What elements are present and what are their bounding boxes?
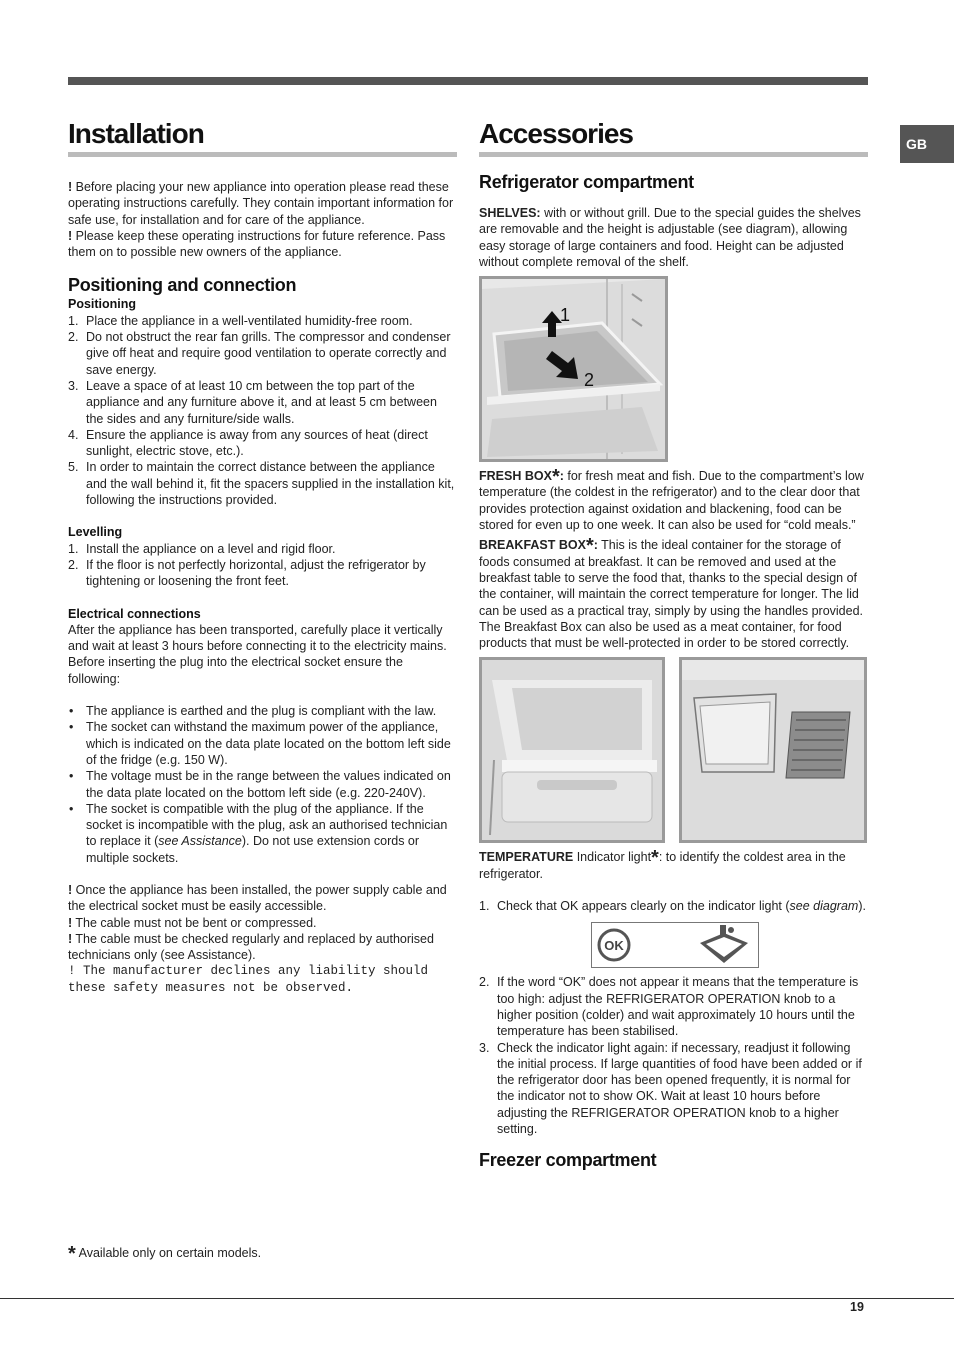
- levelling-heading: Levelling: [68, 525, 123, 540]
- freezer-section-title: Freezer compartment: [479, 1150, 657, 1171]
- electrical-checklist: [68, 703, 457, 866]
- liability-disclaimer: ! The manufacturer declines any liability should these safety measures not be observed.: [68, 964, 429, 995]
- warning: ! The cable must be checked regularly and replaced by authorised technicians only (see Assistance).: [68, 931, 434, 963]
- ok-indicator-diagram: [591, 922, 759, 968]
- ok-label: OK: [604, 938, 624, 954]
- electrical-heading: Electrical connections: [68, 606, 201, 621]
- list-item: 5. In order to maintain the correct distance between the appliance and the wall behind it, fit the spacers supplied in the installation kit, following the instructions provided.: [68, 460, 455, 508]
- top-rule: [68, 77, 868, 85]
- intro-note: ! Please keep these operating instructions for future reference. Pass them on to possible new owners of the appliance.: [68, 228, 446, 260]
- diagram-label-1: 1: [560, 305, 571, 326]
- list-item: 1. Install the appliance on a level and rigid floor.: [68, 541, 336, 556]
- diagram-label-2: 2: [584, 370, 595, 391]
- page-number: 19: [850, 1300, 864, 1314]
- list-item: 3. Leave a space of at least 10 cm between the top part of the appliance and any furniture above it, and at least 5 cm between the sides and any furniture/side walls.: [68, 378, 437, 426]
- list-item: 1. Place the appliance in a well-ventilated humidity-free room.: [68, 313, 413, 328]
- footnote: * Available only on certain models.: [68, 1243, 262, 1265]
- intro-note: ! Before placing your new appliance into operation please read these operating instructions carefully. They contain important information for safe use, for installation and for care of the appliance.: [68, 180, 454, 227]
- accessories-title: Accessories: [479, 118, 868, 157]
- freshbox-description: FRESH BOX*: for fresh meat and fish. Due to the compartment’s low temperature (the coldest in the refrigerator) and to the clear door that provides protection against oxidation and blackening, food can be stored for even up to one week. It can also be used for “cold meals.”: [479, 466, 864, 533]
- levelling-list: [68, 541, 457, 590]
- breakfastbox-photo: [679, 657, 867, 843]
- intro-notes: [68, 179, 457, 260]
- breakfastbox-description: BREAKFAST BOX*: This is the ideal container for the storage of foods consumed at breakfast. It can be removed and used at the breakfast table to serve the food that, thanks to the special design of the container, will maintain the correct temperature for longer. The lid can be used as a practical tray, simply by using the handles provided. The Breakfast Box can also be used as a meat container, for food products that must be well-protected in order to be stored correctly.: [479, 535, 864, 651]
- installation-column: [68, 118, 457, 996]
- positioning-heading: Positioning: [68, 297, 137, 312]
- temperature-steps: [479, 898, 868, 914]
- list-item: 2. Do not obstruct the rear fan grills. The compressor and condenser give off heat and require good ventilation to operate correctly and save energy.: [68, 330, 451, 377]
- temperature-description: TEMPERATURE Indicator light*: to identify the coldest area in the refrigerator.: [479, 847, 846, 881]
- installation-title: Installation: [68, 118, 457, 157]
- language-tab: GB: [900, 125, 954, 163]
- list-item: • The voltage must be in the range between the values indicated on the data plate located on the bottom left side (e.g. 220-240V).: [68, 768, 457, 801]
- temperature-knob-icon: [700, 925, 748, 963]
- accessories-column: [479, 118, 868, 1171]
- electrical-intro: After the appliance has been transported, carefully place it vertically and wait at least 3 hours before connecting it to the electricity mains. Before inserting the plug into the electrical socket ensure the following:: [68, 622, 447, 686]
- shelf-illustration: [482, 279, 665, 459]
- temperature-steps-continued: [479, 974, 868, 1137]
- list-item: • The socket can withstand the maximum power of the appliance, which is indicated on the data plate located on the bottom left side of the fridge (e.g. 150 W).: [68, 719, 457, 768]
- refrigerator-section-title: Refrigerator compartment: [479, 172, 694, 192]
- warning: ! Once the appliance has been installed, the power supply cable and the electrical socket must be easily accessible.: [68, 882, 447, 914]
- list-item: 3. Check the indicator light again: if necessary, readjust it following the initial process. If large quantities of food have been added or if the refrigerator door has been opened frequently, it is normal for the indicator not to show OK. Wait at least 10 hours before adjusting the REFRIGERATOR OPERATION knob to a higher setting.: [479, 1040, 862, 1137]
- list-item: 4. Ensure the appliance is away from any sources of heat (direct sunlight, electric stove, etc.).: [68, 427, 428, 459]
- list-item: 2. If the floor is not perfectly horizontal, adjust the refrigerator by tightening or loosening the front feet.: [68, 557, 426, 589]
- list-item: • The appliance is earthed and the plug is compliant with the law.: [68, 703, 457, 719]
- list-item: • The socket is compatible with the plug of the appliance. If the socket is incompatible with the plug, ask an authorised technician to replace it (see Assistance). Do not use extension cords or multiple sockets.: [68, 801, 457, 866]
- positioning-section-title: Positioning and connection: [68, 275, 297, 296]
- list-item: 2. If the word “OK” does not appear it means that the temperature is too high: adjust the REFRIGERATOR OPERATION knob to a higher position (colder) and wait approximately 10 hours until the temperature has been stabilised.: [479, 975, 859, 1039]
- list-item: 1. Check that OK appears clearly on the indicator light (see diagram).: [479, 899, 866, 914]
- freshbox-photo: [479, 657, 665, 843]
- shelves-description: SHELVES: with or without grill. Due to the special guides the shelves are removable and the height is adjustable (see diagram), allowing easy storage of large containers and food. Height can be adjusted without complete removal of the shelf.: [479, 206, 861, 269]
- shelf-diagram: [479, 276, 668, 462]
- warning: ! The cable must not be bent or compressed.: [68, 915, 317, 930]
- positioning-list: [68, 313, 457, 509]
- bottom-rule: [0, 1298, 954, 1299]
- breakfast-photos: [479, 657, 868, 843]
- safety-warnings: [68, 882, 457, 996]
